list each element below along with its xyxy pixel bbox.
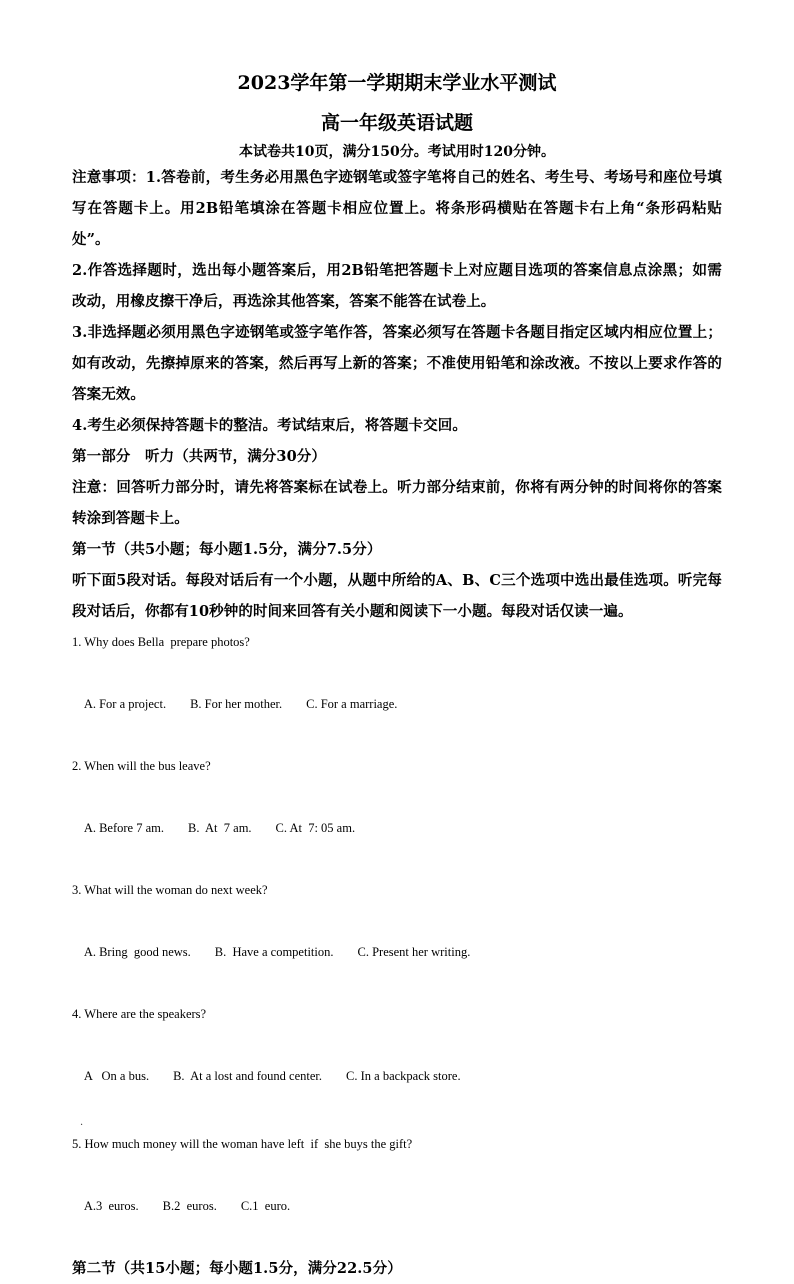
question-5-stem: 5. How much money will the woman have left if she buys the gift? (72, 1137, 413, 1151)
question-1-option-c: C. For a marriage. (306, 697, 398, 711)
question-3-option-a: A. Bring good news. (83, 945, 191, 959)
question-5-option-b: B.2 euros. (162, 1199, 217, 1213)
question-3-option-b: B. Have a competition. (214, 945, 334, 959)
question-3-option-c: C. Present her writing. (357, 945, 471, 959)
question-1-option-a: A. For a project. (83, 697, 167, 711)
question-1-stem: 1. Why does Bella prepare photos? (72, 635, 250, 649)
question-2-options (72, 782, 722, 875)
exam-info: 本试卷共10页，满分150分。考试用时120分钟。 (239, 144, 555, 160)
question-4-stem: 4. Where are the speakers? (72, 1007, 207, 1021)
part1-note: 注意：回答听力部分时，请先将答案标在试卷上。听力部分结束前，你将有两分钟的时间将你的答案转涂到答题卡上。 (72, 479, 722, 527)
question-2-stem: 2. When will the bus leave? (72, 759, 211, 773)
section2-title: 第二节（共15小题；每小题1.5分，满分22.5分） (72, 1260, 402, 1277)
question-3-options (72, 906, 722, 999)
question-2-option-c: C. At 7: 05 am. (275, 821, 356, 835)
question-4-option-b: B. At a lost and found center. (173, 1069, 323, 1083)
notice-3: 3.非选择题必须用黑色字迹钢笔或签字笔作答，答案必须写在答题卡各题目指定区域内相应位置上；如有改动，先擦掉原来的答案，然后再写上新的答案；不准使用铅笔和涂改液。不按以上要求作答的答案无效。 (72, 324, 722, 403)
notice-4: 4.考生必须保持答题卡的整洁。考试结束后，将答题卡交回。 (72, 417, 467, 434)
question-1-option-b: B. For her mother. (190, 697, 283, 711)
section1-instructions: 听下面5段对话。每段对话后有一个小题，从题中所给的A、B、C三个选项中选出最佳选项。听完每段对话后，你都有10秒钟的时间来回答有关小题和阅读下一小题。每段对话仅读一遍。 (72, 572, 722, 620)
exam-subtitle: 高一年级英语试题 (320, 112, 473, 134)
notice-2: 2.作答选择题时，选出每小题答案后，用2B铅笔把答题卡上对应题目选项的答案信息点涂黑；如需改动，用橡皮擦干净后，再选涂其他答案，答案不能答在试卷上。 (72, 262, 722, 310)
question-2-option-b: B. At 7 am. (188, 821, 252, 835)
notice-1: 注意事项：1.答卷前，考生务必用黑色字迹钢笔或签字笔将自己的姓名、考生号、考场号和座位号填写在答题卡上。用2B铅笔填涂在答题卡相应位置上。将条形码横贴在答题卡右上角“条形码粘贴处”。 (72, 169, 722, 248)
question-2-option-a: A. Before 7 am. (83, 821, 164, 835)
question-4-options (72, 1030, 722, 1123)
question-1-options (72, 658, 722, 751)
question-5-option-a: A.3 euros. (83, 1199, 139, 1213)
part1-title: 第一部分 听力（共两节，满分30分） (72, 448, 326, 465)
section1-title: 第一节（共5小题；每小题1.5分，满分7.5分） (72, 541, 382, 558)
question-3-stem: 3. What will the woman do next week? (72, 883, 268, 897)
exam-page (72, 70, 722, 1284)
question-5-options (72, 1160, 722, 1253)
question-5-option-c: C.1 euro. (240, 1199, 291, 1213)
exam-title: 2023学年第一学期期末学业水平测试 (237, 72, 557, 94)
question-4-option-a: A On a bus. (83, 1069, 150, 1083)
question-4-option-c: C. In a backpack store. (346, 1069, 461, 1083)
stray-mark: · (80, 1120, 84, 1131)
